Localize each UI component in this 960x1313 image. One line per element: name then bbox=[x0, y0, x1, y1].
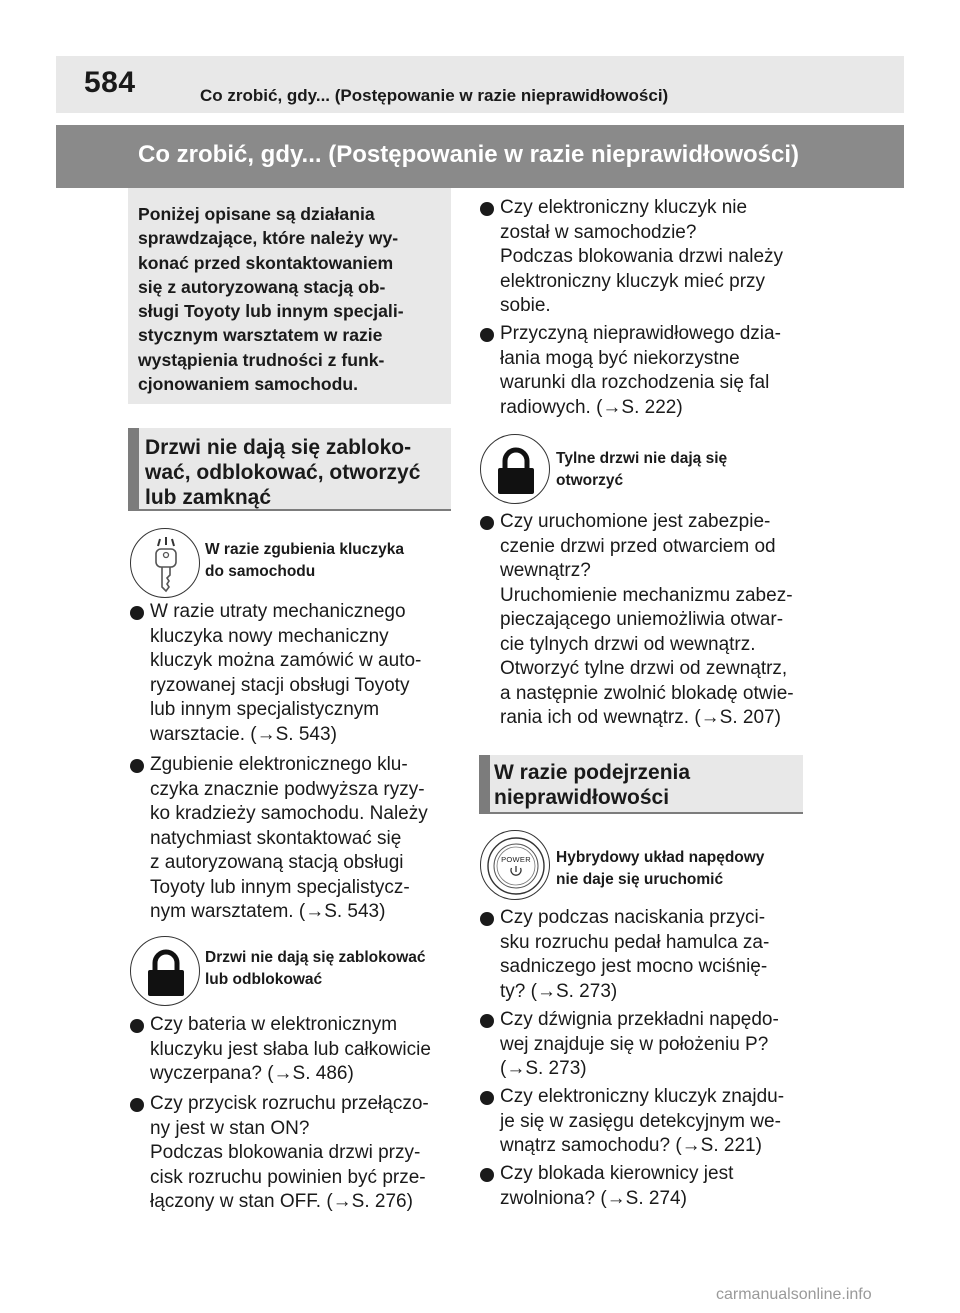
topic-caption-rear-doors bbox=[556, 448, 727, 492]
bullet-text bbox=[150, 753, 428, 925]
intro-line: sługi Toyoty lub innym specjali- bbox=[138, 301, 404, 322]
bullet-marker bbox=[130, 1098, 144, 1112]
bullet-text bbox=[150, 1092, 429, 1215]
heading-line: lub zamknąć bbox=[145, 486, 272, 509]
bullet-line: kluczyka nowy mechaniczny bbox=[150, 625, 389, 647]
bullet-line: rania ich od wewnątrz. (→S. 207) bbox=[500, 707, 781, 728]
bullet-marker bbox=[480, 202, 494, 216]
bullet-line: Otworzyć tylne drzwi od zewnątrz, bbox=[500, 658, 788, 679]
bullet-line: warsztacie. (→S. 543) bbox=[150, 723, 337, 745]
bullet-line: łączony w stan OFF. (→S. 276) bbox=[150, 1191, 413, 1212]
bullet-marker bbox=[480, 1014, 494, 1028]
bullet-line: pieczającego uniemożliwia otwar- bbox=[500, 609, 784, 630]
caption-line: Drzwi nie dają się zablokować bbox=[205, 949, 426, 966]
bullet-line: zwolniona? (→S. 274) bbox=[500, 1187, 687, 1209]
bullet-line: W razie utraty mechanicznego bbox=[150, 601, 406, 622]
bullet-line: Czy przycisk rozruchu przełączo- bbox=[150, 1093, 429, 1114]
bullet-line: Podczas blokowania drzwi należy bbox=[500, 246, 784, 267]
intro-line: wystąpienia trudności z funk- bbox=[138, 349, 385, 370]
page-number: 584 bbox=[84, 66, 136, 99]
bullet-line: Toyoty lub innym specjalistycz- bbox=[150, 876, 410, 898]
padlock-icon bbox=[130, 936, 200, 1006]
bullet-text bbox=[500, 322, 781, 420]
bullet-marker bbox=[130, 759, 144, 773]
heading-line: Drzwi nie dają się zabloko- bbox=[145, 436, 412, 459]
bullet-line: lub innym specjalistycznym bbox=[150, 699, 380, 720]
bullet-line: ko kradzieży samochodu. Należy bbox=[150, 803, 428, 824]
bullet-line: ty? (→S. 273) bbox=[500, 980, 618, 1002]
caption-line: nie daje się uruchomić bbox=[556, 871, 724, 888]
bullet-text bbox=[500, 510, 794, 731]
bullet-line: ny jest w stan ON? bbox=[150, 1117, 310, 1139]
bullet-line: Zgubienie elektronicznego klu- bbox=[150, 754, 408, 775]
bullet-line: nym warsztatem. (→S. 543) bbox=[150, 901, 386, 922]
power-button-icon bbox=[480, 830, 550, 900]
bullet-line: a następnie zwolnić blokadę otwie- bbox=[500, 682, 794, 704]
bullet-line: Czy elektroniczny kluczyk nie bbox=[500, 197, 748, 218]
section-heading-lock-problems-text bbox=[145, 435, 420, 510]
bullet-line: Czy dźwignia przekładni napędo- bbox=[500, 1009, 779, 1030]
bullet-marker bbox=[480, 1168, 494, 1182]
intro-line: sprawdzające, które należy wy- bbox=[138, 228, 399, 249]
caption-line: otworzyć bbox=[556, 472, 624, 489]
bullet-line: elektroniczny kluczyk mieć przy bbox=[500, 270, 766, 292]
intro-line: się z autoryzowaną stacją ob- bbox=[138, 276, 386, 297]
bullet-line: Podczas blokowania drzwi przy- bbox=[150, 1142, 421, 1163]
bullet-line: warunki dla rozchodzenia się fal bbox=[500, 372, 770, 393]
heading-line: W razie podejrzenia bbox=[494, 761, 691, 784]
bullet-marker bbox=[480, 912, 494, 926]
bullet-line: łania mogą być niekorzystne bbox=[500, 347, 740, 369]
bullet-line: wyczerpana? (→S. 486) bbox=[150, 1063, 354, 1084]
bullet-line: Czy blokada kierownicy jest bbox=[500, 1163, 734, 1184]
bullet-line: radiowych. (→S. 222) bbox=[500, 396, 683, 418]
bullet-text bbox=[500, 1162, 733, 1211]
chapter-title: Co zrobić, gdy... (Postępowanie w razie nieprawidłowości) bbox=[138, 141, 799, 168]
bullet-marker bbox=[480, 328, 494, 342]
bullet-marker bbox=[130, 606, 144, 620]
bullet-line: wej znajduje się w położeniu P? bbox=[500, 1033, 769, 1055]
bullet-line: Przyczyną nieprawidłowego dzia- bbox=[500, 323, 781, 344]
bullet-marker bbox=[480, 516, 494, 530]
intro-line: stycznym warsztatem w razie bbox=[138, 325, 383, 346]
bullet-line: wnątrz samochodu? (→S. 221) bbox=[500, 1135, 762, 1156]
bullet-line: sku rozruchu pedał hamulca za- bbox=[500, 931, 770, 953]
bullet-text bbox=[500, 1085, 784, 1159]
bullet-line: czyka znacznie podwyższa ryzy- bbox=[150, 778, 425, 800]
bullet-line: natychmiast skontaktować się bbox=[150, 827, 402, 849]
bullet-line: czenie drzwi przed otwarciem od bbox=[500, 535, 776, 557]
bullet-line: Czy uruchomione jest zabezpie- bbox=[500, 511, 771, 532]
bullet-text bbox=[500, 1008, 779, 1082]
bullet-marker bbox=[480, 1091, 494, 1105]
bullet-line: Uruchomienie mechanizmu zabez- bbox=[500, 584, 793, 606]
bullet-text bbox=[500, 906, 769, 1004]
topic-caption-doors-lock bbox=[205, 947, 426, 991]
bullet-line: sobie. bbox=[500, 295, 551, 316]
bullet-line: cisk rozruchu powinien być prze- bbox=[150, 1166, 426, 1188]
bullet-line: kluczyk można zamówić w auto- bbox=[150, 650, 422, 671]
padlock-icon bbox=[480, 434, 550, 504]
heading-line: wać, odblokować, otworzyć bbox=[145, 461, 421, 484]
topic-caption-hybrid-start bbox=[556, 847, 764, 891]
bullet-line: Czy elektroniczny kluczyk znajdu- bbox=[500, 1086, 785, 1107]
bullet-line: (→S. 273) bbox=[500, 1058, 587, 1079]
bullet-marker bbox=[130, 1019, 144, 1033]
caption-line: W razie zgubienia kluczyka bbox=[205, 541, 404, 558]
bullet-line: Czy bateria w elektronicznym bbox=[150, 1014, 398, 1035]
bullet-text bbox=[500, 196, 783, 319]
heading-line: nieprawidłowości bbox=[494, 786, 670, 809]
caption-line: Hybrydowy układ napędowy bbox=[556, 849, 765, 866]
topic-caption-lost-key bbox=[205, 539, 404, 583]
intro-line: konać przed skontaktowaniem bbox=[138, 252, 394, 273]
bullet-text bbox=[150, 600, 421, 747]
bullet-line: sadniczego jest mocno wciśnię- bbox=[500, 956, 768, 977]
caption-line: lub odblokować bbox=[205, 971, 323, 988]
running-title: Co zrobić, gdy... (Postępowanie w razie nieprawidłowości) bbox=[200, 86, 669, 105]
power-button-label: POWER bbox=[501, 855, 531, 864]
bullet-line: został w samochodzie? bbox=[500, 221, 697, 243]
intro-text bbox=[138, 202, 446, 396]
bullet-line: ryzowanej stacji obsługi Toyoty bbox=[150, 674, 410, 696]
watermark: carmanualsonline.info bbox=[716, 1286, 872, 1303]
bullet-line: Czy podczas naciskania przyci- bbox=[500, 907, 766, 928]
bullet-line: kluczyku jest słaba lub całkowicie bbox=[150, 1038, 431, 1060]
intro-line: Poniżej opisane są działania bbox=[138, 204, 375, 224]
section-heading-suspected-fault-text bbox=[494, 760, 690, 810]
intro-line: cjonowaniem samochodu. bbox=[138, 374, 358, 395]
bullet-line: cie tylnych drzwi od wewnątrz. bbox=[500, 633, 756, 655]
bullet-line: wewnątrz? bbox=[500, 560, 591, 581]
bullet-line: z autoryzowaną stacją obsługi bbox=[150, 852, 404, 873]
bullet-text bbox=[150, 1013, 431, 1087]
bullet-line: je się w zasięgu detekcyjnym we- bbox=[500, 1110, 781, 1132]
caption-line: Tylne drzwi nie dają się bbox=[556, 450, 728, 467]
caption-line: do samochodu bbox=[205, 563, 316, 580]
mechanical-key-icon bbox=[130, 528, 200, 598]
